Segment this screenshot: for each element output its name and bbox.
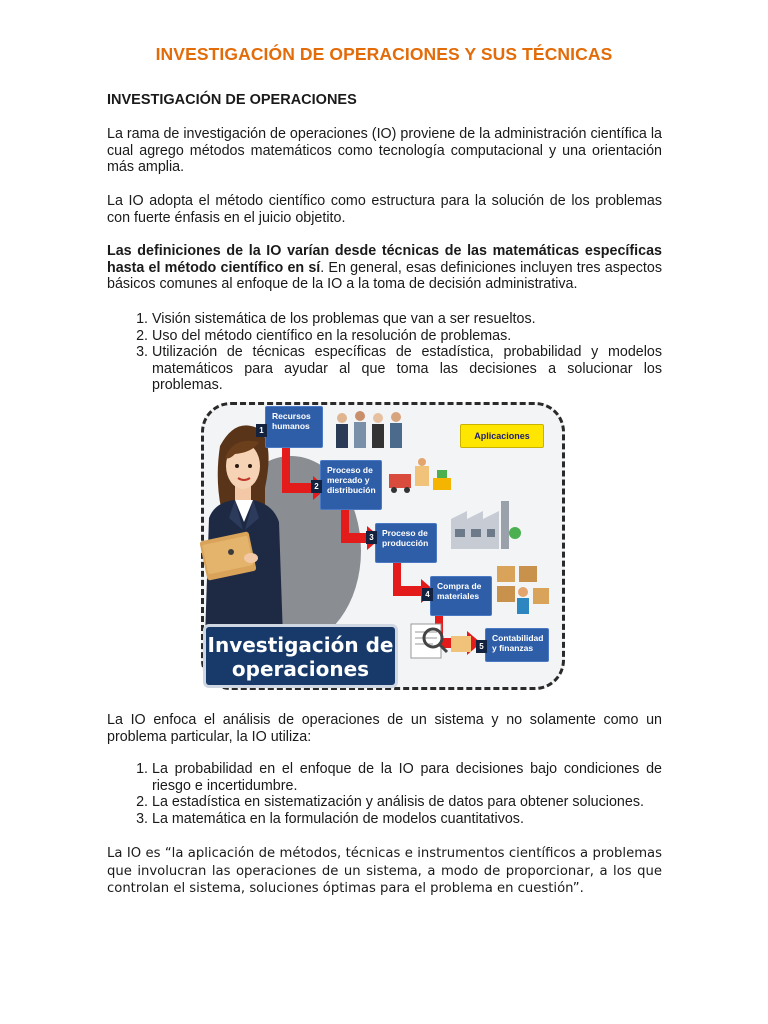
applications-label: Aplicaciones — [460, 424, 544, 448]
banner-line-2: operaciones — [231, 657, 370, 681]
paragraph-analysis: La IO enfoca el análisis de operaciones de un sistema y no solamente como un problema particular, la IO utiliza: — [107, 712, 662, 745]
finance-documents-icon — [407, 616, 477, 666]
step-number: 1 — [256, 424, 267, 437]
quote-text: La IO es “la aplicación de métodos, técnicas e instrumentos científicos a problemas que involucran las operaciones de un sistema, a modo de proporcionar, a los que controlan el sistema, soluciones óptimas para el problema en cuestión”. — [107, 846, 662, 896]
boxes-worker-icon — [493, 558, 553, 618]
step-market-distribution — [320, 460, 382, 510]
aspects-list — [107, 311, 662, 394]
people-team-icon — [330, 408, 410, 453]
step-number: 3 — [366, 531, 377, 544]
list-item: 3. La matemática en la formulación de modelos cuantitativos. — [152, 811, 662, 828]
step-label: Compra de materiales — [437, 581, 482, 601]
banner-line-1: Investigación de — [207, 633, 394, 657]
definitions-rest-text: . En general, esas definiciones incluyen tres aspectos básicos comunes al enfoque de la IO a la toma de decisión administrativa. — [107, 259, 662, 292]
operations-figure — [195, 398, 573, 690]
list-item: 1. La probabilidad en el enfoque de la IO para decisiones bajo condiciones de riesgo e incertidumbre. — [152, 761, 662, 794]
list-item: 2. Uso del método científico en la resolución de problemas. — [152, 328, 662, 345]
paragraph-origin: La rama de investigación de operaciones (IO) proviene de la administración científica la cual agrego métodos matemáticos como tecnología computacional y una orientación más amplia. — [107, 126, 662, 175]
step-number: 5 — [476, 640, 487, 653]
paragraph-definition-quote — [107, 845, 662, 898]
step-label: Contabilidad y finanzas — [492, 633, 544, 653]
paragraph-method: La IO adopta el método científico como estructura para la solución de los problemas con fuerte énfasis en el juicio objetito. — [107, 193, 662, 226]
step-materials-purchase — [430, 576, 492, 616]
figure-banner — [203, 624, 398, 688]
section-heading: INVESTIGACIÓN DE OPERACIONES — [107, 92, 357, 108]
step-number: 4 — [422, 588, 433, 601]
step-number: 2 — [311, 480, 322, 493]
document-title: INVESTIGACIÓN DE OPERACIONES Y SUS TÉCNICAS — [155, 44, 613, 64]
list-item: 3. Utilización de técnicas específicas de estadística, probabilidad y modelos matemáticos para ayudar al que toma las decisiones a solucionar los problemas. — [152, 344, 662, 394]
step-label: Recursos humanos — [272, 411, 311, 431]
step-production — [375, 523, 437, 563]
definitions-bold-text: Las definiciones de la IO varían desde técnicas de las matemáticas específicas hasta el método científico en sí — [107, 243, 662, 276]
paragraph-definitions — [107, 243, 662, 293]
step-accounting-finance — [485, 628, 549, 662]
list-item: 1. Visión sistemática de los problemas que van a ser resueltos. — [152, 311, 662, 328]
step-label: Proceso de producción — [382, 528, 429, 548]
list-item: 2. La estadística en sistematización y análisis de datos para obtener soluciones. — [152, 794, 662, 811]
tools-list — [107, 761, 662, 827]
step-label: Proceso de mercado y distribución — [327, 465, 376, 495]
step-human-resources — [265, 406, 323, 448]
factory-icon — [445, 493, 525, 553]
